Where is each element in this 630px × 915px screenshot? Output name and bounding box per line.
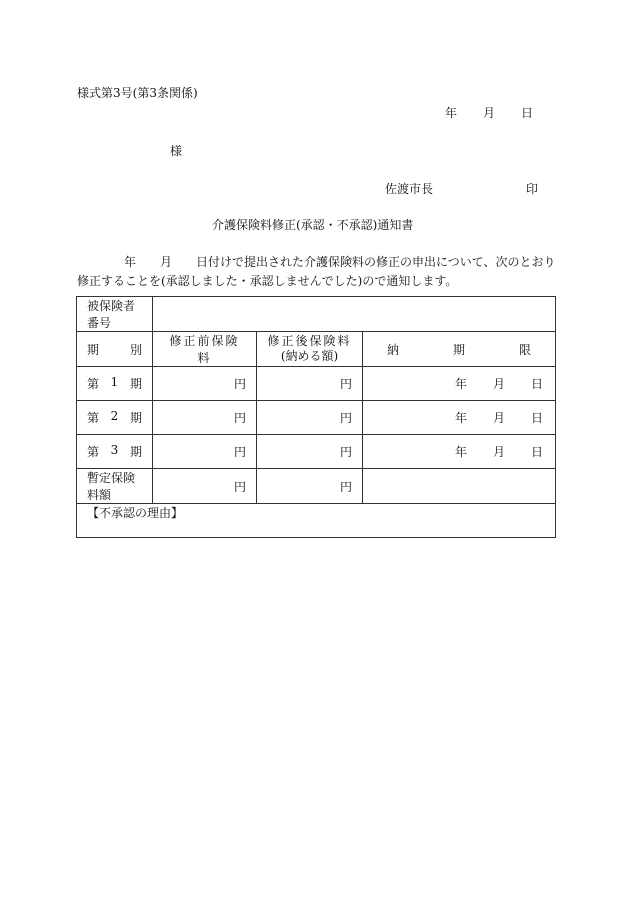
table-header-row: [77, 332, 556, 367]
period-header: [77, 332, 153, 367]
date-day-label: 日: [521, 106, 534, 120]
form-number: 様式第3号(第3条関係): [77, 86, 198, 100]
date-year-label: 年: [445, 106, 458, 120]
deadline-header: [363, 332, 556, 367]
before-amount-cell: 円: [153, 435, 257, 469]
period-cell: 第 3 期: [77, 435, 153, 469]
document-title: 介護保険料修正(承認・不承認)通知書: [212, 218, 414, 232]
body-month-label: 月: [160, 255, 173, 269]
after-premium-header-line1: 修正後保険料: [267, 334, 352, 348]
reason-row: [77, 504, 556, 538]
after-amount-cell: 円: [257, 401, 363, 435]
after-amount-cell: 円: [257, 367, 363, 401]
provisional-premium-label: 暫定保険料額: [77, 469, 153, 504]
seal-mark: 印: [526, 182, 539, 196]
table-row: [77, 401, 556, 435]
provisional-after-amount-cell: 円: [257, 469, 363, 504]
deadline-header-a: 納: [387, 342, 400, 357]
before-premium-header: 修正前保険料: [153, 332, 257, 367]
after-premium-header-line2: (納める額): [280, 349, 339, 363]
body-line1-rest: 日付けで提出された介護保険料の修正の申出について、次のとおり: [196, 255, 556, 269]
insured-number-value: [153, 297, 556, 332]
reason-label: 【不承認の理由】: [87, 506, 184, 520]
body-text-line2: 修正することを(承認しました・承認しませんでした)ので通知します。: [77, 274, 458, 288]
after-amount-cell: 円: [257, 435, 363, 469]
period-header-b: 別: [129, 342, 142, 357]
notice-date: [445, 104, 533, 121]
deadline-header-b: 期: [452, 342, 465, 357]
deadline-date-cell: 年 月 日: [363, 401, 556, 435]
body-year-label: 年: [124, 255, 137, 269]
date-month-label: 月: [483, 106, 496, 120]
period-header-a: 期: [87, 342, 100, 357]
table-row: [77, 367, 556, 401]
deadline-header-c: 限: [518, 342, 531, 357]
provisional-deadline-cell: [363, 469, 556, 504]
issuer-name: 佐渡市長: [385, 182, 434, 196]
before-amount-cell: 円: [153, 401, 257, 435]
insured-number-row: [77, 297, 556, 332]
body-text-line1: [124, 253, 556, 270]
provisional-before-amount-cell: 円: [153, 469, 257, 504]
recipient-suffix: 様: [170, 144, 183, 158]
deadline-date-cell: 年 月 日: [363, 435, 556, 469]
before-amount-cell: 円: [153, 367, 257, 401]
period-cell: 第 2 期: [77, 401, 153, 435]
provisional-premium-row: [77, 469, 556, 504]
deadline-date-cell: 年 月 日: [363, 367, 556, 401]
insured-number-label: 被保険者番号: [77, 297, 153, 332]
reason-box: [77, 504, 556, 538]
after-premium-header: [257, 332, 363, 367]
period-cell: 第 1 期: [77, 367, 153, 401]
table-row: [77, 435, 556, 469]
premium-table: [76, 296, 556, 538]
